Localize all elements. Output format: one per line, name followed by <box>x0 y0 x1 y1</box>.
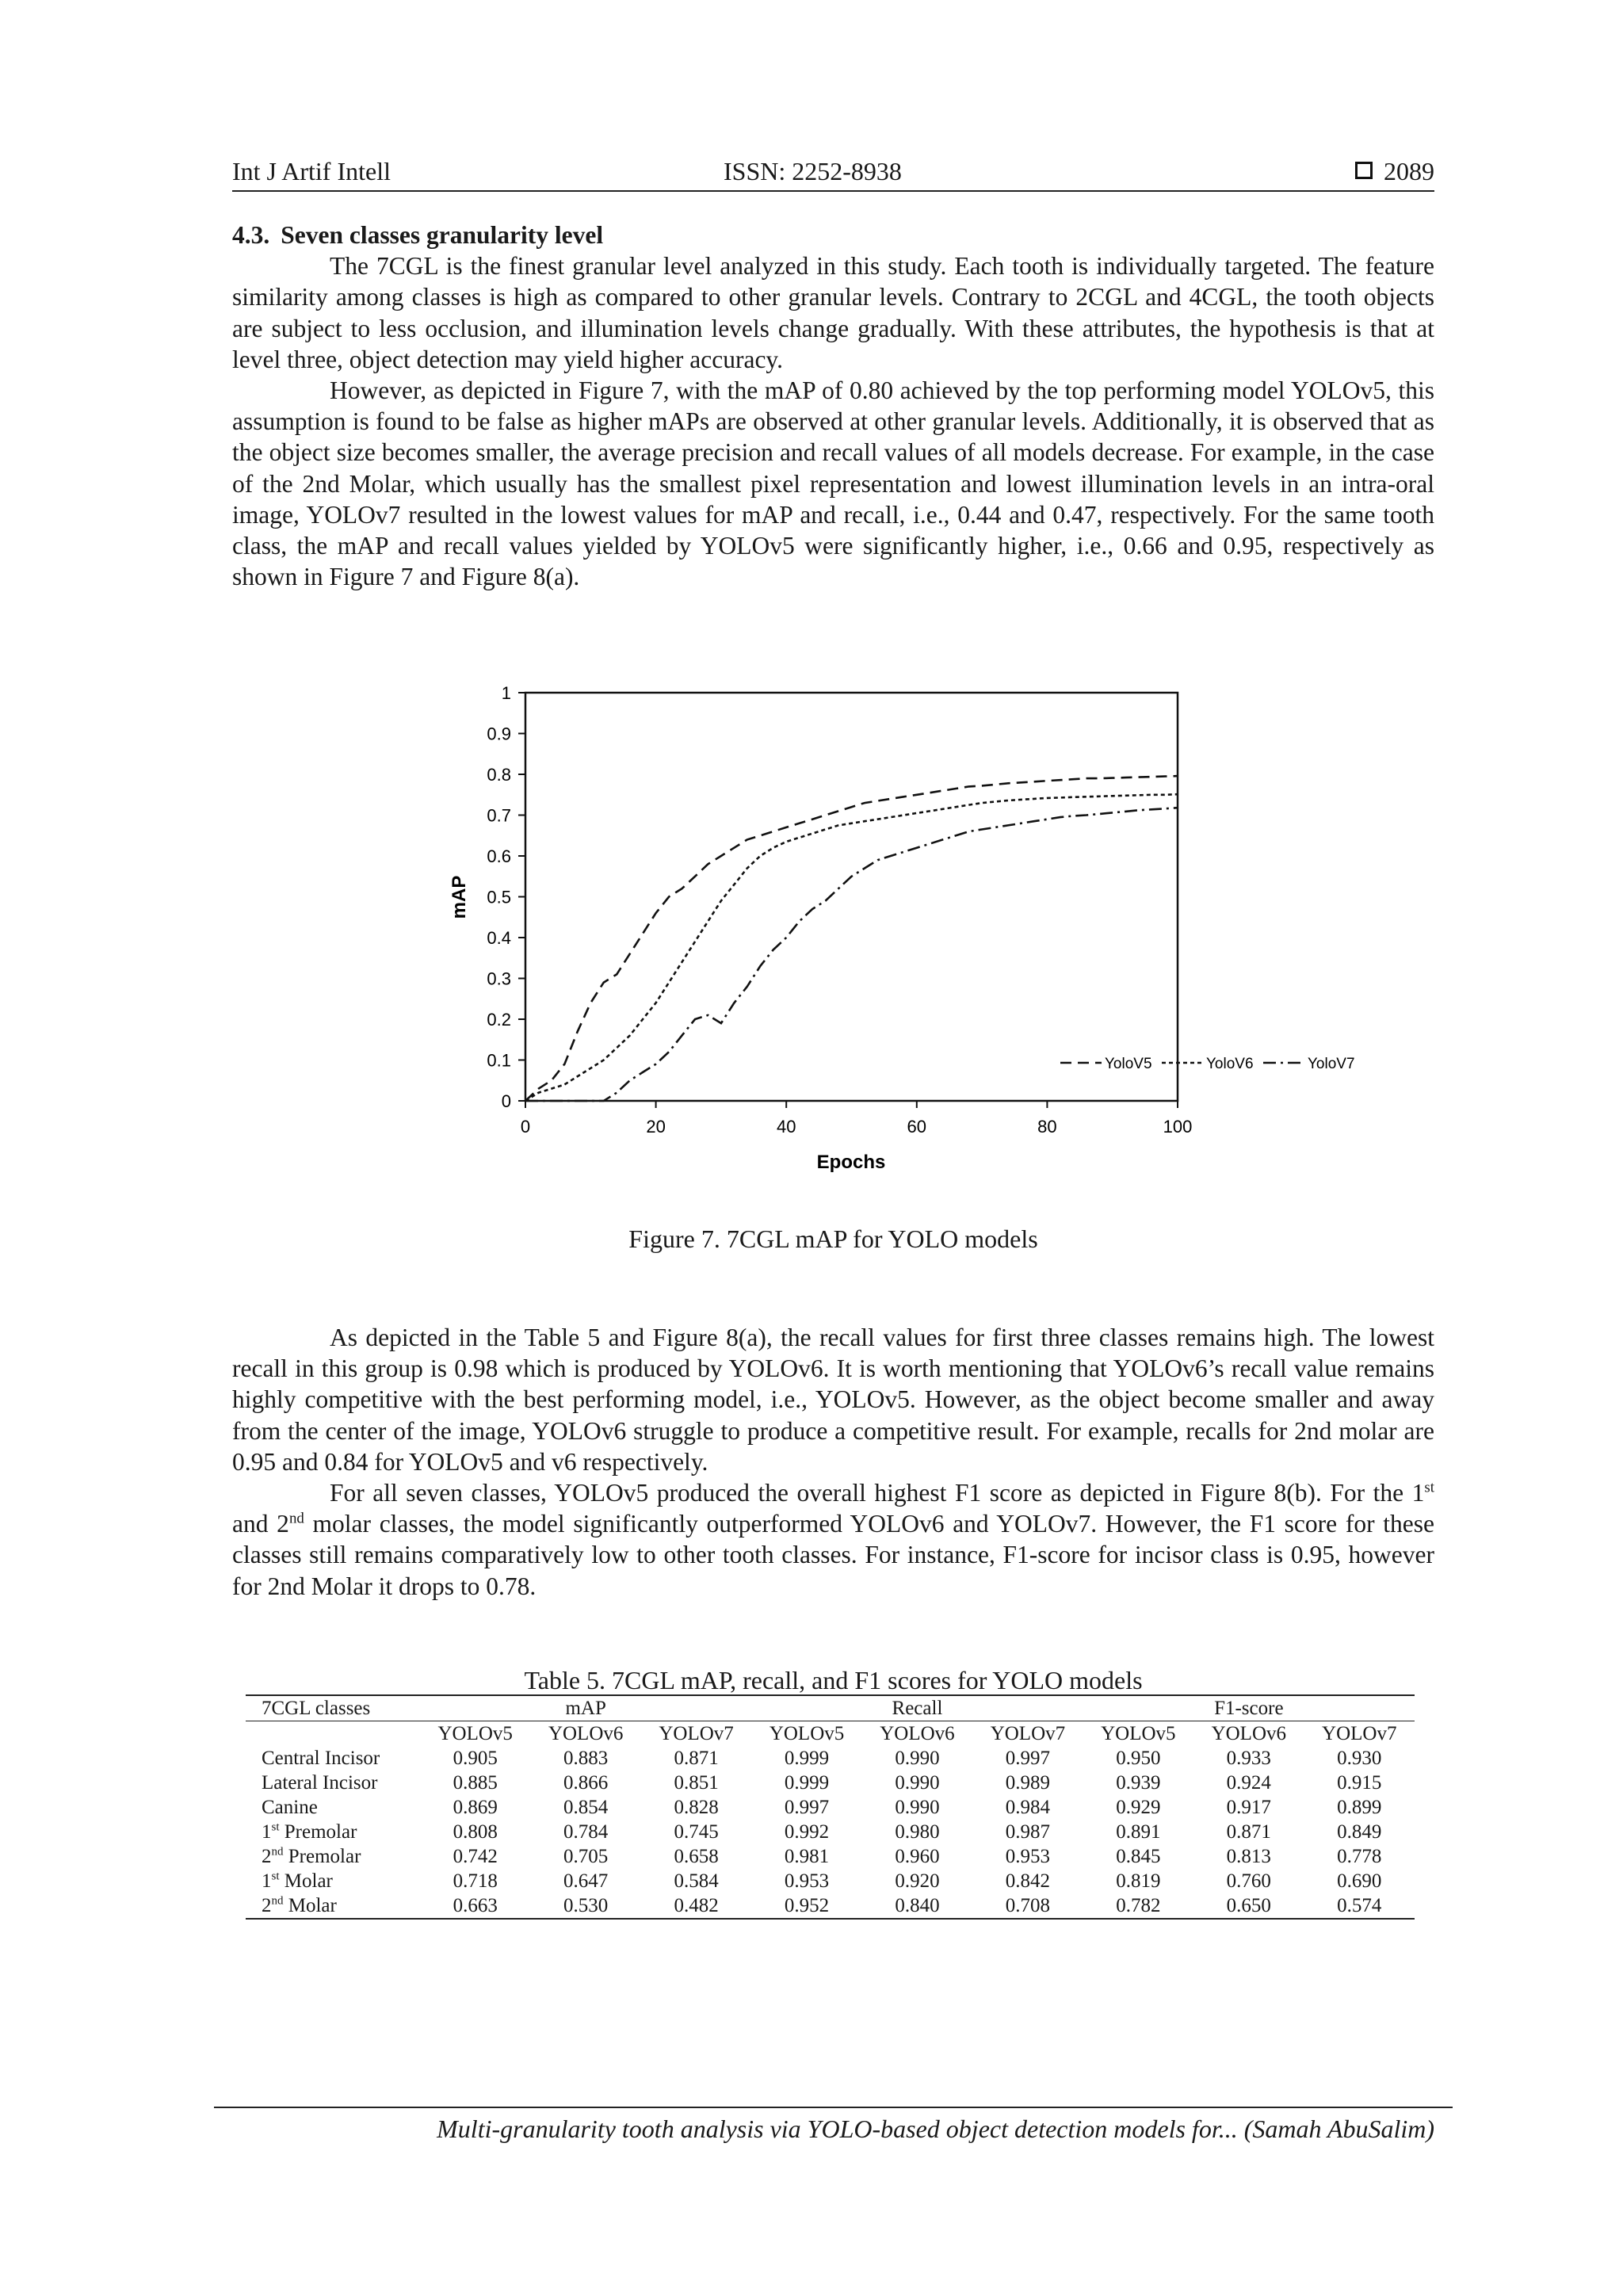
legend-label: YoloV7 <box>1308 1056 1355 1072</box>
x-tick-label: 0 <box>520 1117 531 1137</box>
class-name-cell <box>246 1820 420 1844</box>
ordinal-suffix: nd <box>271 1845 284 1859</box>
score-cell: 0.990 <box>895 1772 940 1794</box>
section-4-3 <box>232 220 1434 592</box>
score-cell: 0.871 <box>674 1748 719 1769</box>
score-cell: 0.990 <box>895 1797 940 1818</box>
score-cell: 0.999 <box>784 1772 830 1794</box>
section-title: Seven classes granularity level <box>281 221 604 249</box>
score-cell: 0.960 <box>895 1846 940 1867</box>
y-tick-label: 0.9 <box>487 724 511 744</box>
score-cell: 0.854 <box>563 1797 609 1818</box>
x-tick-label: 60 <box>907 1117 927 1137</box>
paragraph: However, as depicted in Figure 7, with the mAP of 0.80 achieved by the top performing model YOLOv5, this assumption is found to be false as higher mAPs are observed at other granular levels. Additionally, it is observed that as the object size becomes smaller, the average precision and recall values of all models decrease. For example, in the case of the 2nd Molar, which usually has the smallest pixel representation and lowest illumination levels in an intra-oral image, YOLOv7 resulted in the lowest values for mAP and recall, i.e., 0.44 and 0.47, respectively. For the same tooth class, the mAP and recall values yielded by YOLOv5 were significantly higher, i.e., 0.66 and 0.95, respectively as shown in Figure 7 and Figure 8(a). <box>232 376 1434 591</box>
score-cell: 0.813 <box>1226 1846 1271 1867</box>
class-name: 1 <box>262 1870 272 1892</box>
table-model-header <box>246 1721 1415 1747</box>
y-tick-label: 0.7 <box>487 805 511 826</box>
score-cell: 0.871 <box>1226 1821 1271 1843</box>
ordinal-suffix: st <box>271 1870 280 1883</box>
score-cell: 0.933 <box>1226 1748 1271 1769</box>
score-cell: 0.999 <box>784 1748 830 1769</box>
score-cell: 0.530 <box>530 1893 640 1919</box>
ordinal-suffix: nd <box>271 1894 284 1908</box>
running-header <box>232 155 1434 192</box>
score-cell: 0.845 <box>1116 1846 1161 1867</box>
section-number: 4.3. <box>232 221 270 249</box>
y-tick-label: 0.2 <box>487 1010 511 1030</box>
col-header-classes: 7CGL classes <box>246 1695 420 1721</box>
table-row <box>246 1771 1415 1795</box>
score-cell: 0.917 <box>1226 1797 1271 1818</box>
text-run: For all seven classes, YOLOv5 produced the overall highest F1 score as depicted in Figure 8(b). For the 1 <box>330 1479 1425 1507</box>
table-row <box>246 1746 1415 1771</box>
class-name-cell <box>246 1771 420 1795</box>
score-cell: 0.980 <box>895 1821 940 1843</box>
score-cell: 0.782 <box>1083 1893 1193 1919</box>
table-row <box>246 1820 1415 1844</box>
discussion-text <box>232 1322 1434 1602</box>
class-name: 2 <box>262 1846 272 1867</box>
y-tick-label: 0.1 <box>487 1050 511 1071</box>
score-cell: 0.899 <box>1337 1797 1382 1818</box>
figure-caption: Figure 7. 7CGL mAP for YOLO models <box>628 1224 1038 1253</box>
score-cell: 0.981 <box>784 1846 830 1867</box>
y-tick-label: 0.4 <box>487 928 511 948</box>
y-tick-label: 0 <box>501 1091 511 1111</box>
class-name: Central Incisor <box>262 1748 380 1769</box>
y-tick-label: 0.8 <box>487 765 511 785</box>
model-header-cell: YOLOv5 <box>437 1723 513 1744</box>
score-cell: 0.718 <box>453 1870 498 1892</box>
series-line-yolov7 <box>525 808 1178 1101</box>
table-body <box>246 1746 1415 1919</box>
class-name-rest: Molar <box>279 1870 333 1892</box>
score-cell: 0.663 <box>420 1893 530 1919</box>
series-group <box>525 776 1178 1101</box>
x-axis-label: Epochs <box>816 1152 886 1173</box>
issn: ISSN: 2252-8938 <box>724 157 902 185</box>
map-line-chart <box>444 683 1355 1206</box>
model-header-cell: YOLOv7 <box>990 1723 1066 1744</box>
y-tick-label: 0.6 <box>487 846 511 866</box>
score-cell: 0.574 <box>1304 1893 1415 1919</box>
paragraph <box>232 1477 1434 1602</box>
class-name: Canine <box>262 1797 318 1818</box>
class-name: Lateral Incisor <box>262 1772 378 1794</box>
table-row <box>246 1844 1415 1869</box>
score-cell: 0.953 <box>784 1870 830 1892</box>
score-cell: 0.929 <box>1116 1797 1161 1818</box>
model-header-cell: YOLOv6 <box>1211 1723 1286 1744</box>
score-cell: 0.778 <box>1337 1846 1382 1867</box>
score-cell: 0.828 <box>674 1797 719 1818</box>
score-cell: 0.939 <box>1116 1772 1161 1794</box>
score-cell: 0.869 <box>453 1797 498 1818</box>
x-tick-label: 40 <box>776 1117 796 1137</box>
col-header-f1: F1-score <box>1083 1695 1415 1721</box>
col-header-recall: Recall <box>751 1695 1083 1721</box>
score-cell: 0.992 <box>784 1821 830 1843</box>
model-header-cell: YOLOv6 <box>548 1723 624 1744</box>
score-cell: 0.840 <box>862 1893 972 1919</box>
table-row <box>246 1795 1415 1820</box>
score-cell: 0.997 <box>1005 1748 1051 1769</box>
x-tick-label: 20 <box>646 1117 666 1137</box>
class-name-rest: Premolar <box>283 1846 361 1867</box>
score-cell: 0.742 <box>453 1846 498 1867</box>
score-cell: 0.708 <box>972 1893 1083 1919</box>
y-tick-label: 1 <box>501 683 511 703</box>
text-run: molar classes, the model significantly outperformed YOLOv6 and YOLOv7. However, the F1 score for these classes still remains comparatively low to other tooth classes. For instance, F1-score for incisor class is 0.95, however for 2nd Molar it drops to 0.78. <box>232 1510 1434 1600</box>
table-caption: Table 5. 7CGL mAP, recall, and F1 scores for YOLO models <box>524 1666 1143 1694</box>
score-cell: 0.885 <box>453 1772 498 1794</box>
score-cell: 0.819 <box>1116 1870 1161 1892</box>
score-cell: 0.808 <box>453 1821 498 1843</box>
class-name-cell <box>246 1844 420 1869</box>
score-cell: 0.953 <box>1005 1846 1051 1867</box>
table-row <box>246 1869 1415 1893</box>
series-line-yolov5 <box>525 776 1178 1101</box>
score-cell: 0.745 <box>674 1821 719 1843</box>
x-tick-label: 100 <box>1163 1117 1193 1137</box>
class-name-cell <box>246 1869 420 1893</box>
score-cell: 0.930 <box>1337 1748 1382 1769</box>
x-axis <box>521 1101 1192 1137</box>
chart-svg <box>444 683 1355 1206</box>
class-name-cell <box>246 1893 420 1919</box>
score-cell: 0.990 <box>895 1748 940 1769</box>
score-cell: 0.915 <box>1337 1772 1382 1794</box>
score-cell: 0.952 <box>751 1893 861 1919</box>
table <box>246 1694 1415 1920</box>
score-cell: 0.950 <box>1116 1748 1161 1769</box>
model-header-cell: YOLOv7 <box>659 1723 734 1744</box>
paragraph: The 7CGL is the finest granular level analyzed in this study. Each tooth is individually targeted. The feature similarity among classes is high as compared to other granular levels. Contrary to 2CGL and 4CGL, the tooth objects are subject to less occlusion, and illumination levels change gradually. With these attributes, the hypothesis is that at level three, object detection may yield higher accuracy. <box>232 252 1434 373</box>
score-cell: 0.658 <box>674 1846 719 1867</box>
page-number: 2089 <box>1384 157 1434 185</box>
running-footer: Multi-granularity tooth analysis via YOLO-based object detection models for... (Samah AbuSalim) <box>437 2115 1434 2143</box>
score-cell: 0.482 <box>641 1893 751 1919</box>
class-name: 2 <box>262 1895 272 1916</box>
col-header-map: mAP <box>420 1695 751 1721</box>
table-group-header <box>246 1695 1415 1721</box>
superscript: st <box>1424 1479 1434 1496</box>
score-cell: 0.760 <box>1226 1870 1271 1892</box>
score-cell: 0.851 <box>674 1772 719 1794</box>
score-cell: 0.690 <box>1337 1870 1382 1892</box>
class-name: 1 <box>262 1821 272 1843</box>
score-cell: 0.924 <box>1226 1772 1271 1794</box>
class-name-rest: Molar <box>283 1895 337 1916</box>
score-cell: 0.705 <box>563 1846 609 1867</box>
model-header-cell: YOLOv7 <box>1322 1723 1397 1744</box>
score-cell: 0.584 <box>674 1870 719 1892</box>
journal-name: Int J Artif Intell <box>232 157 391 185</box>
model-header-cell: YOLOv5 <box>769 1723 845 1744</box>
ordinal-suffix: st <box>271 1820 280 1834</box>
empty-header-cell <box>246 1721 420 1747</box>
table-row <box>246 1893 1415 1919</box>
x-tick-label: 80 <box>1037 1117 1057 1137</box>
score-cell: 0.987 <box>1005 1821 1051 1843</box>
score-cell: 0.905 <box>453 1748 498 1769</box>
results-table <box>246 1694 1415 1920</box>
score-cell: 0.647 <box>563 1870 609 1892</box>
score-cell: 0.883 <box>563 1748 609 1769</box>
model-header-cell: YOLOv6 <box>880 1723 955 1744</box>
score-cell: 0.920 <box>895 1870 940 1892</box>
y-axis-label: mAP <box>449 875 470 919</box>
score-cell: 0.849 <box>1337 1821 1382 1843</box>
score-cell: 0.842 <box>1005 1870 1051 1892</box>
plot-area-frame <box>525 693 1178 1101</box>
score-cell: 0.891 <box>1116 1821 1161 1843</box>
score-cell: 0.989 <box>1005 1772 1051 1794</box>
section-heading <box>232 220 1434 250</box>
y-axis <box>487 683 525 1111</box>
class-name-cell <box>246 1795 420 1820</box>
superscript: nd <box>288 1510 304 1527</box>
class-name-rest: Premolar <box>279 1821 357 1843</box>
score-cell: 0.997 <box>784 1797 830 1818</box>
text-run: and 2 <box>232 1510 289 1538</box>
y-tick-label: 0.3 <box>487 968 511 989</box>
paragraph: As depicted in the Table 5 and Figure 8(a), the recall values for first three classes remains high. The lowest recall in this group is 0.98 which is produced by YOLOv6. It is worth mentioning that YOLOv6’s recall value remains highly competitive with the best performing model, i.e., YOLOv5. However, as the object become smaller and away from the center of the image, YOLOv6 struggle to produce a competitive result. For example, recalls for 2nd molar are 0.95 and 0.84 for YOLOv5 and v6 respectively. <box>232 1324 1434 1476</box>
legend-label: YoloV6 <box>1206 1056 1254 1072</box>
score-cell: 0.784 <box>563 1821 609 1843</box>
legend-label: YoloV5 <box>1105 1056 1152 1072</box>
series-line-yolov6 <box>525 794 1178 1101</box>
score-cell: 0.984 <box>1005 1797 1051 1818</box>
legend <box>1060 1056 1355 1072</box>
y-tick-label: 0.5 <box>487 887 511 907</box>
score-cell: 0.866 <box>563 1772 609 1794</box>
footer-rule <box>214 2107 1453 2108</box>
model-header-cell: YOLOv5 <box>1101 1723 1176 1744</box>
checkbox-square-icon <box>1355 162 1373 179</box>
class-name-cell <box>246 1746 420 1771</box>
score-cell: 0.650 <box>1193 1893 1304 1919</box>
